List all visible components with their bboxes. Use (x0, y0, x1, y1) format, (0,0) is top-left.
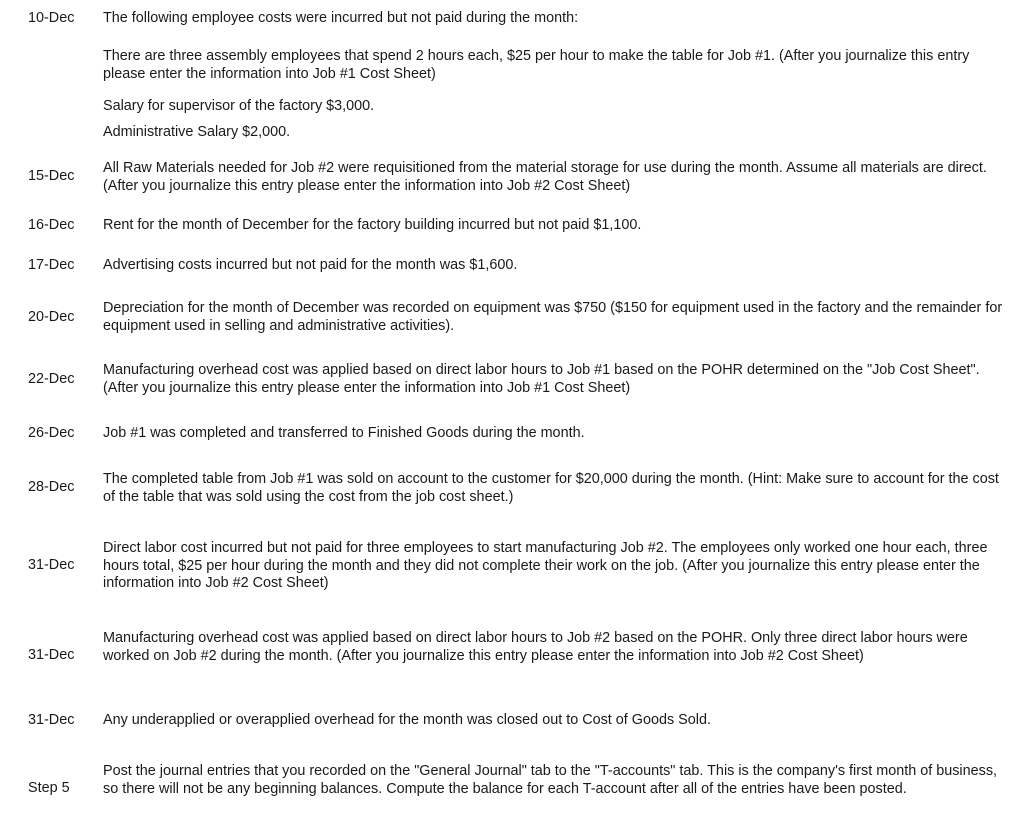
entry-text: Rent for the month of December for the factory building incurred but not paid $1,100. (103, 217, 642, 233)
entry-date: 15-Dec (28, 168, 75, 184)
entry-text: All Raw Materials needed for Job #2 were requisitioned from the material storage for use during the month. Assume all materials are direct. (After you journalize this entry please enter the information into Job #2 Cost Sheet) (103, 160, 987, 194)
entry-date: 31-Dec (28, 712, 75, 728)
entry-text: Salary for supervisor of the factory $3,000. (103, 98, 375, 114)
entry-text: Post the journal entries that you recorded on the "General Journal" tab to the "T-accounts" tab. This is the company's first month of business, so there will not be any beginning balances. Compute the balance for each T-account after all of the entries have been posted. (103, 763, 998, 797)
entry-date: 16-Dec (28, 217, 75, 233)
entry-text: The following employee costs were incurred but not paid during the month: (103, 10, 579, 26)
step-label: Step 5 (28, 780, 70, 796)
entry-text: Manufacturing overhead cost was applied based on direct labor hours to Job #2 based on the POHR. Only three direct labor hours were worked on Job #2 during the month. (After you journalize this entry please enter the information into Job #2 Cost Sheet) (103, 630, 968, 664)
entry-text: Administrative Salary $2,000. (103, 124, 291, 140)
entry-text: There are three assembly employees that spend 2 hours each, $25 per hour to make the table for Job #1. (After you journalize this entry please enter the information into Job #1 Cost Sheet) (103, 48, 970, 82)
entry-date: 17-Dec (28, 257, 75, 273)
entry-date: 26-Dec (28, 425, 75, 441)
entry-text: Direct labor cost incurred but not paid for three employees to start manufacturing Job #2. The employees only worked one hour each, three hours total, $25 per hour during the month and they did not complete their work on the job. (After you journalize this entry please enter the information into Job #2 Cost Sheet) (103, 540, 988, 591)
entry-date: 10-Dec (28, 10, 75, 26)
entry-text: Depreciation for the month of December was recorded on equipment was $750 ($150 for equipment used in the factory and the remainder for equipment used in selling and administrative activities). (103, 300, 1003, 334)
entry-date: 31-Dec (28, 647, 75, 663)
entry-date: 31-Dec (28, 557, 75, 573)
entry-text: Any underapplied or overapplied overhead for the month was closed out to Cost of Goods Sold. (103, 712, 711, 728)
entry-text: Manufacturing overhead cost was applied based on direct labor hours to Job #1 based on the POHR determined on the "Job Cost Sheet". (After you journalize this entry please enter the information into Job #1 Cost Sheet) (103, 362, 980, 396)
entry-text: Job #1 was completed and transferred to Finished Goods during the month. (103, 425, 585, 441)
entry-date: 22-Dec (28, 371, 75, 387)
entry-text: The completed table from Job #1 was sold on account to the customer for $20,000 during the month. (Hint: Make sure to account for the cost of the table that was sold using the cost from the job cost sheet.) (103, 471, 999, 505)
entry-date: 20-Dec (28, 309, 75, 325)
entry-text: Advertising costs incurred but not paid for the month was $1,600. (103, 257, 518, 273)
entry-date: 28-Dec (28, 479, 75, 495)
